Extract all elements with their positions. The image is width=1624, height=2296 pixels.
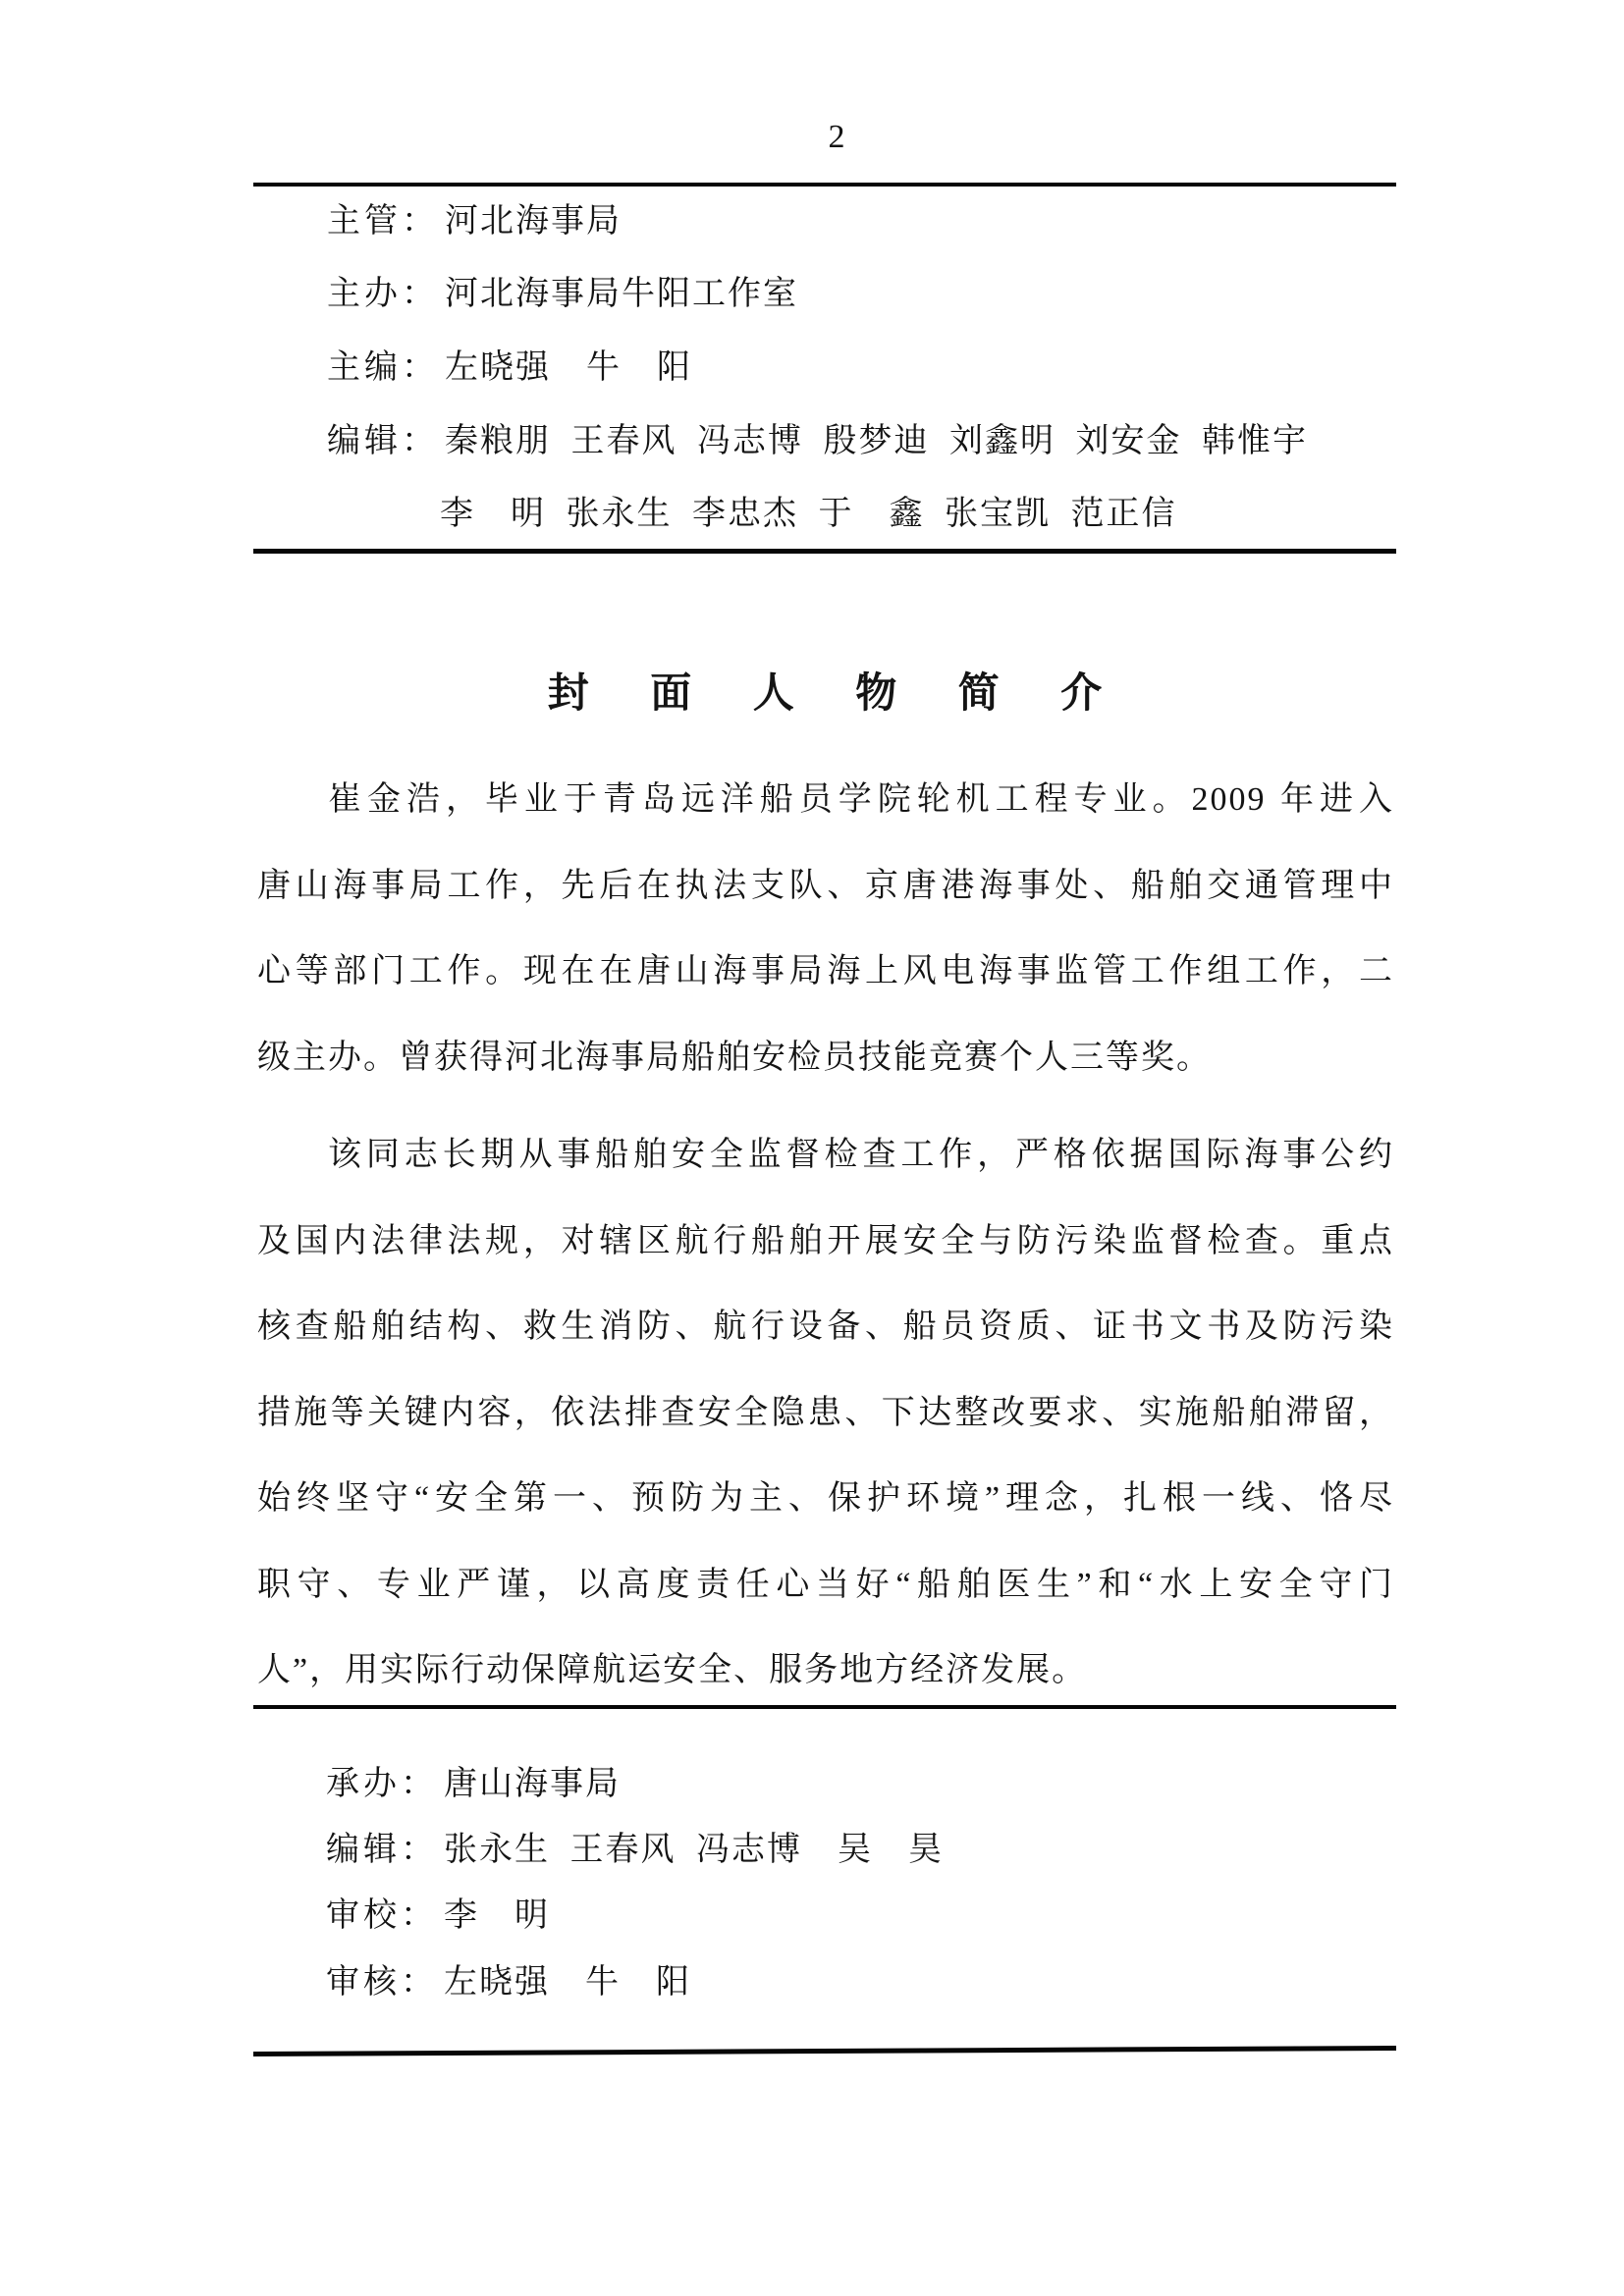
masthead-label: 主编： [327, 349, 439, 386]
credits-value: 左晓强 牛 阳 [444, 1964, 691, 2001]
credits-value: 李 明 [444, 1897, 550, 1934]
masthead-divider-rule [253, 549, 1396, 554]
paragraph-line: 始终坚守“安全第一、预防为主、保护环境”理念，扎根一线、恪尽 [257, 1480, 1394, 1517]
credits-divider-rule [253, 1705, 1396, 1709]
paragraph-line: 唐山海事局工作，先后在执法支队、京唐港海事处、船舶交通管理中 [257, 867, 1394, 904]
bottom-rule [253, 2046, 1396, 2056]
paragraph-line: 及国内法律法规，对辖区航行船舶开展安全与防污染监督检查。重点 [257, 1222, 1394, 1259]
paragraph-line: 该同志长期从事船舶安全监督检查工作，严格依据国际海事公约 [328, 1137, 1394, 1173]
credits-value: 张永生 王春风 冯志博 吴 昊 [444, 1832, 944, 1868]
credits-row-undertaker [326, 1763, 621, 1806]
masthead-value: 左晓强 牛 阳 [445, 349, 692, 386]
credits-value: 唐山海事局 [444, 1766, 621, 1802]
paragraph-line: 级主办。曾获得河北海事局船舶安检员技能竞赛个人三等奖。 [257, 1039, 1212, 1076]
article-title: 封 面 人 物 简 介 [547, 671, 1128, 717]
masthead-label: 主管： [327, 203, 439, 240]
masthead-row-editors-continued [440, 493, 1177, 536]
paragraph-line: 崔金浩，毕业于青岛远洋船员学院轮机工程专业。2009 年进入 [328, 781, 1394, 818]
masthead-row-chief-editor [327, 347, 692, 390]
page-number: 2 [828, 119, 845, 155]
credits-label: 审核： [326, 1964, 438, 2001]
paragraph-line: 职守、专业严谨，以高度责任心当好“船舶医生”和“水上安全守门 [257, 1566, 1394, 1603]
top-rule [253, 183, 1396, 187]
credits-row-proofreader [326, 1895, 550, 1938]
masthead-row-organizer [327, 273, 798, 316]
paragraph-2 [257, 1112, 1394, 1714]
credits-row-editors [326, 1829, 944, 1872]
masthead-label: 主办： [327, 276, 439, 312]
credits-label: 编辑： [326, 1832, 438, 1868]
masthead-value: 李 明 张永生 李忠杰 于 鑫 张宝凯 范正信 [440, 496, 1177, 532]
masthead-value: 河北海事局牛阳工作室 [445, 276, 798, 312]
masthead-row-supervisor [327, 200, 622, 243]
masthead-label: 编辑： [327, 423, 439, 459]
paragraph-1 [257, 757, 1394, 1100]
masthead-value: 河北海事局 [445, 203, 622, 240]
paragraph-line: 核查船舶结构、救生消防、航行设备、船员资质、证书文书及防污染 [257, 1308, 1394, 1345]
credits-label: 承办： [326, 1766, 438, 1802]
paragraph-line: 措施等关键内容，依法排查安全隐患、下达整改要求、实施船舶滞留， [257, 1394, 1394, 1431]
masthead-value: 秦粮朋 王春风 冯志博 殷梦迪 刘鑫明 刘安金 韩惟宇 [445, 423, 1308, 459]
paragraph-line: 人”，用实际行动保障航运安全、服务地方经济发展。 [257, 1652, 1088, 1688]
masthead-row-editors [327, 420, 1308, 463]
credits-row-reviewer [326, 1961, 691, 2004]
credits-label: 审校： [326, 1897, 438, 1934]
paragraph-line: 心等部门工作。现在在唐山海事局海上风电海事监管工作组工作，二 [257, 953, 1394, 989]
